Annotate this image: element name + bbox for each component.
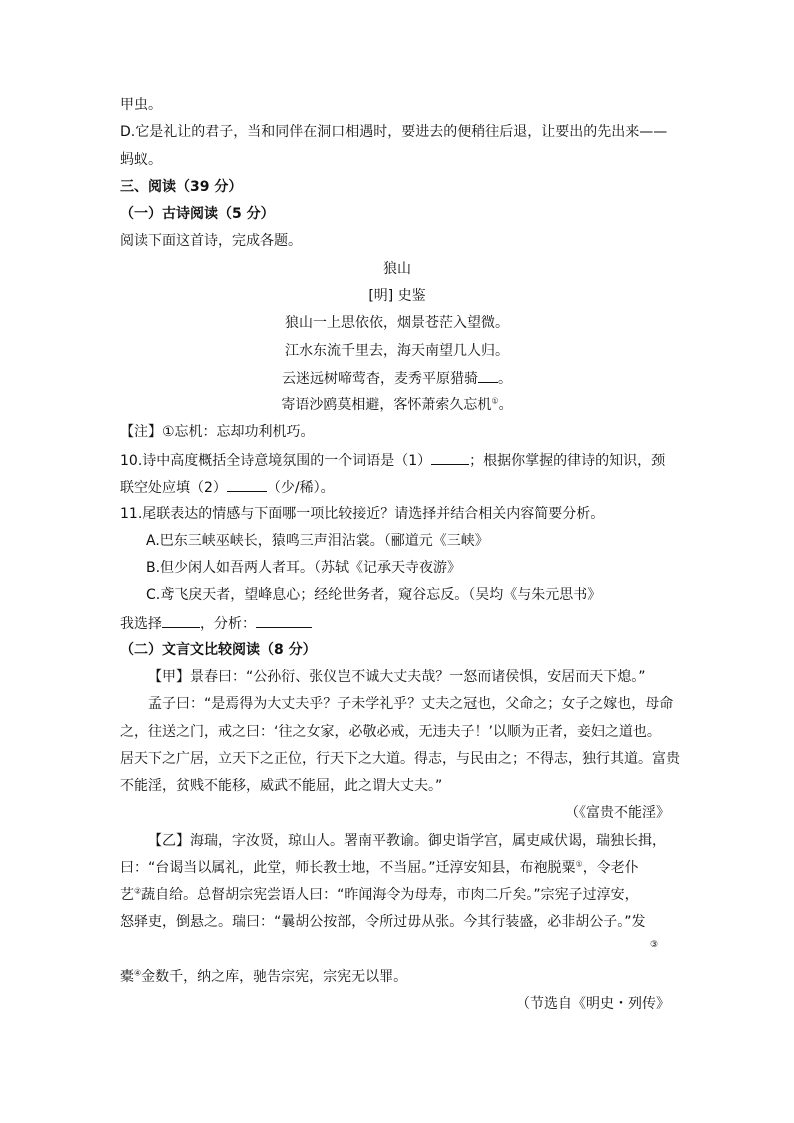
jia-line-1: 【甲】景春曰：“公孙衍、张仪岂不诚大丈夫哉？一怒而诸侯惧，安居而天下熄。” [148,669,646,685]
q11-option-b: B.但少闲人如吾两人者耳。（苏轼《记承天寺夜游》 [146,560,462,576]
yi-line-3 [120,885,639,905]
q9-option-d-tail: 蚂蚁。 [120,152,162,168]
q10-line-1 [120,450,665,471]
q10-blank-2 [227,477,267,492]
yi-line-2-text: 曰：“台谒当以属礼，此堂，师长教士地，不当屈。”迁淳安知县，布袍脱粟 [120,860,576,876]
yi-line-4: 怒驿吏，倒悬之。瑞曰：“曩胡公按部，令所过毋从张。今其行装盛，必非胡公子。”发 [120,914,646,930]
yi-line-5-text: 金数千，纳之库，驰告宗宪，宗宪无以罪。 [141,969,408,985]
poem-note-mark: ① [491,396,499,406]
poem-line-4-text: 寄语沙鸥莫相避，客怀萧索久忘机 [281,397,492,413]
part2-heading: （二）文言文比较阅读（8 分） [120,642,317,658]
yi-source: （节选自《明史・列传》 [516,996,670,1012]
poem-line-3-text: 云迷远树啼莺杳，麦秀平原猎骑 [282,371,478,387]
yi-line-5 [120,967,407,987]
q11-option-a: A.巴东三峡巫峡长，猿鸣三声泪沾裳。（郦道元《三峡》 [146,533,489,549]
jia-line-4: 居天下之广居，立天下之正位，行天下之大道。得志，与民由之；不得志，独行其道。富贵 [120,751,680,767]
q11-answer-line [120,613,312,634]
poem-line-3 [0,368,794,389]
q10-line-2 [120,477,335,498]
yi-line-2-end: ，令老仆 [582,860,639,876]
yi-line-3-text: 蔬自给。总督胡宗宪尝语人曰：“昨闻海令为母寿，市肉二斤矣。”宗宪子过淳安， [141,887,639,903]
part1-heading: （一）古诗阅读（5 分） [120,206,275,222]
q11-choose-label: 我选择 [120,616,162,632]
poem-blank [478,368,498,383]
poem-line-4-end: 。 [498,397,513,413]
poem-note: 【注】①忘机：忘却功利机巧。 [120,424,315,440]
poem-line-3-end: 。 [498,371,512,387]
jia-source: （《富贵不能淫》 [565,805,670,821]
q10-blank-1 [431,450,469,465]
q9-option-d: D.它是礼让的君子，当和同伴在洞口相遇时，要进去的便稍往后退，让要出的先出来—— [120,124,668,140]
q9-option-c-tail: 甲虫。 [120,97,162,113]
yi-mark-3: ③ [650,940,659,950]
poem-title: 狼山 [383,261,411,277]
section3-heading: 三、阅读（39 分） [120,179,243,195]
poem-line-4 [0,395,794,415]
q10-text-c: 联空处应填（2） [120,480,227,496]
q10-text-b: ；根据你掌握的律诗的知识，颈 [469,453,666,469]
poem-author: [明] 史鉴 [368,288,426,304]
q11-analysis-blank [256,613,312,628]
q11-analysis-label: ，分析： [200,616,256,632]
yi-line-5-start: 橐 [120,969,134,985]
yi-line-1: 【乙】海瑞，字汝贤，琼山人。署南平教谕。御史诣学宫，属吏咸伏谒，瑞独长揖， [148,833,666,849]
poem-line-2: 江水东流千里去，海天南望几人归。 [285,343,509,359]
poem-line-1: 狼山一上思依依，烟景苍茫入望微。 [285,315,509,331]
part1-instruction: 阅读下面这首诗，完成各题。 [120,233,302,249]
yi-line-3-start: 艺 [120,887,134,903]
jia-line-2: 孟子曰：“是焉得为大丈夫乎？子未学礼乎？丈夫之冠也，父命之；女子之嫁也，母命 [148,696,674,712]
jia-line-3: 之，往送之门，戒之曰：‘往之女家，必敬必戒，无违夫子！’以顺为正者，妾妇之道也。 [120,724,661,740]
jia-line-5: 不能淫，贫贱不能移，威武不能屈，此之谓大丈夫。” [120,778,443,794]
yi-line-2 [120,858,639,878]
q11-choice-blank [162,613,200,628]
yi-mark-4: ④ [134,968,142,978]
q11-stem: 11.尾联表达的情感与下面哪一项比较接近？请选择并结合相关内容简要分析。 [120,506,605,522]
q10-text-a: 10.诗中高度概括全诗意境氛围的一个词语是（1） [120,453,432,469]
yi-mark-2: ② [134,886,142,896]
q10-text-d: （少/稀）。 [266,480,335,496]
q11-option-c: C.鸢飞戾天者，望峰息心；经纶世务者，窥谷忘反。（吴均《与朱元思书》 [146,587,602,603]
yi-mark-1: ① [575,859,583,869]
